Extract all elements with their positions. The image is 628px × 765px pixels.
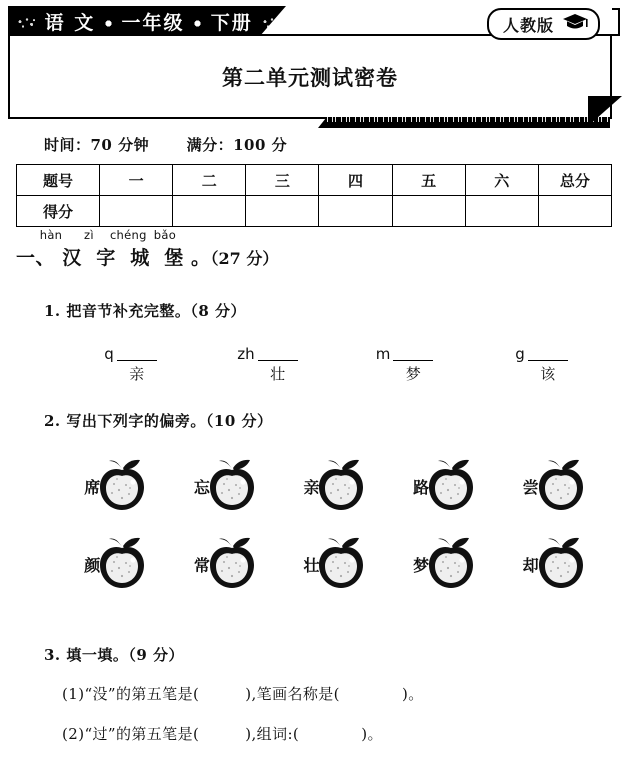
column-header-1: 一	[100, 165, 173, 196]
pinyin-3: chéng	[109, 228, 147, 242]
apple-icon	[314, 455, 368, 517]
syllable-blank-1[interactable]	[117, 344, 157, 361]
pinyin-1: hàn	[39, 228, 63, 242]
section-number: 一、	[16, 247, 56, 269]
apple-char: 席	[84, 477, 101, 497]
row-header-question: 题号	[17, 165, 100, 196]
syllable-stack-2	[258, 344, 298, 384]
syllable-char-4: 该	[540, 365, 556, 383]
publisher-badge-tab	[612, 8, 620, 36]
syllable-initial-3: m	[375, 345, 391, 363]
syllable-item-3	[336, 344, 473, 384]
speckle-decoration-left	[16, 16, 36, 30]
pinyin-4: bǎo	[153, 228, 177, 242]
syllable-exercise-row	[62, 344, 610, 384]
banner-volume: 下册	[210, 11, 253, 34]
apple-icon	[205, 455, 259, 517]
syllable-blank-4[interactable]	[528, 344, 568, 361]
syllable-char-3: 梦	[405, 365, 421, 383]
apple-icon	[534, 533, 588, 595]
apple-char: 亲	[303, 477, 320, 497]
exam-meta	[44, 134, 287, 155]
question-1-label: 1. 把音节补充完整。（8 分）	[44, 302, 247, 320]
syllable-stack-1	[117, 344, 157, 384]
apple-item[interactable]	[62, 533, 172, 595]
fill-1-part-b: ),笔画名称是(	[245, 685, 340, 703]
fill-in-item-2	[62, 723, 383, 744]
apple-item[interactable]	[281, 533, 391, 595]
speckle-decoration-right	[261, 16, 281, 30]
page-title: 第二单元测试密卷	[222, 65, 398, 90]
apple-item[interactable]	[391, 455, 501, 517]
syllable-item-1	[62, 344, 199, 384]
title-box	[8, 34, 612, 119]
publisher-badge	[487, 8, 600, 40]
apple-char: 壮	[303, 555, 320, 575]
banner-subject: 语 文	[44, 11, 96, 34]
subject-banner	[8, 6, 260, 36]
section-char-3: 城	[130, 247, 150, 269]
fill-in-item-1	[62, 683, 424, 704]
exam-total-score: 满分：100 分	[186, 136, 288, 154]
fill-1-blank-1[interactable]	[199, 685, 245, 703]
fill-2-part-b: ),组词:(	[245, 725, 300, 743]
exam-time: 时间：70 分钟	[44, 136, 150, 154]
section-one-heading	[16, 228, 616, 270]
subject-banner-text	[16, 8, 281, 35]
syllable-initial-4: g	[515, 345, 525, 363]
syllable-blank-3[interactable]	[393, 344, 433, 361]
apple-icon	[205, 533, 259, 595]
section-points: （27 分）	[210, 249, 279, 268]
score-cell-5[interactable]	[392, 196, 465, 227]
radical-apple-row-1	[62, 455, 610, 517]
apple-char: 梦	[413, 555, 430, 575]
apple-char: 却	[522, 555, 539, 575]
score-cell-1[interactable]	[100, 196, 173, 227]
apple-icon	[314, 533, 368, 595]
section-char-1: 汉	[62, 247, 82, 269]
apple-item[interactable]	[62, 455, 172, 517]
apple-item[interactable]	[172, 533, 282, 595]
fill-2-part-a: (2)“过”的第五笔是(	[62, 725, 200, 743]
apple-icon	[95, 455, 149, 517]
score-table	[16, 164, 612, 227]
apple-item[interactable]	[500, 533, 610, 595]
speckle-dot-2	[193, 19, 202, 28]
apple-item[interactable]	[172, 455, 282, 517]
section-punctuation: 。	[191, 247, 211, 269]
syllable-blank-2[interactable]	[258, 344, 298, 361]
column-header-3: 三	[246, 165, 319, 196]
apple-icon	[424, 533, 478, 595]
syllable-char-2: 壮	[270, 365, 286, 383]
row-header-score: 得分	[17, 196, 100, 227]
fill-1-part-c: )。	[401, 685, 424, 703]
section-one-title	[16, 243, 616, 270]
section-char-2: 字	[96, 247, 116, 269]
title-underline-decoration	[318, 117, 610, 128]
apple-icon	[424, 455, 478, 517]
apple-char: 尝	[522, 477, 539, 497]
score-cell-total[interactable]	[538, 196, 611, 227]
apple-char: 忘	[193, 477, 210, 497]
publisher-label: 人教版	[502, 15, 554, 35]
fill-2-blank-1[interactable]	[199, 725, 245, 743]
section-one-pinyin	[34, 228, 616, 242]
apple-item[interactable]	[500, 455, 610, 517]
apple-item[interactable]	[281, 455, 391, 517]
syllable-item-2	[199, 344, 336, 384]
question-3-label: 3. 填一填。（9 分）	[44, 646, 185, 664]
fill-2-blank-2[interactable]	[299, 725, 361, 743]
apple-icon	[95, 533, 149, 595]
column-header-4: 四	[319, 165, 392, 196]
score-cell-2[interactable]	[173, 196, 246, 227]
column-header-5: 五	[392, 165, 465, 196]
section-char-4: 堡	[164, 247, 184, 269]
fill-1-part-a: (1)“没”的第五笔是(	[62, 685, 200, 703]
syllable-char-1: 亲	[129, 365, 145, 383]
speckle-dot-1	[104, 19, 113, 28]
apple-char: 颜	[84, 555, 101, 575]
question-2-label: 2. 写出下列字的偏旁。（10 分）	[44, 412, 273, 430]
apple-char: 常	[193, 555, 210, 575]
banner-grade: 一年级	[121, 11, 185, 34]
radical-apple-row-2	[62, 533, 610, 595]
syllable-initial-2: zh	[237, 345, 255, 363]
table-row-scores	[17, 196, 612, 227]
syllable-stack-3	[393, 344, 433, 384]
apple-char: 路	[413, 477, 430, 497]
column-header-total: 总分	[538, 165, 611, 196]
score-cell-3[interactable]	[246, 196, 319, 227]
fill-1-blank-2[interactable]	[340, 685, 402, 703]
score-cell-4[interactable]	[319, 196, 392, 227]
pinyin-2: zì	[84, 228, 94, 242]
arrow-decoration	[588, 96, 622, 126]
column-header-2: 二	[173, 165, 246, 196]
syllable-item-4	[473, 344, 610, 384]
score-cell-6[interactable]	[465, 196, 538, 227]
fill-2-part-c: )。	[361, 725, 383, 743]
apple-icon	[534, 455, 588, 517]
column-header-6: 六	[465, 165, 538, 196]
graduation-cap-icon	[562, 13, 588, 35]
apple-item[interactable]	[391, 533, 501, 595]
syllable-stack-4	[528, 344, 568, 384]
table-row-question-numbers	[17, 165, 612, 196]
syllable-initial-1: q	[104, 345, 114, 363]
